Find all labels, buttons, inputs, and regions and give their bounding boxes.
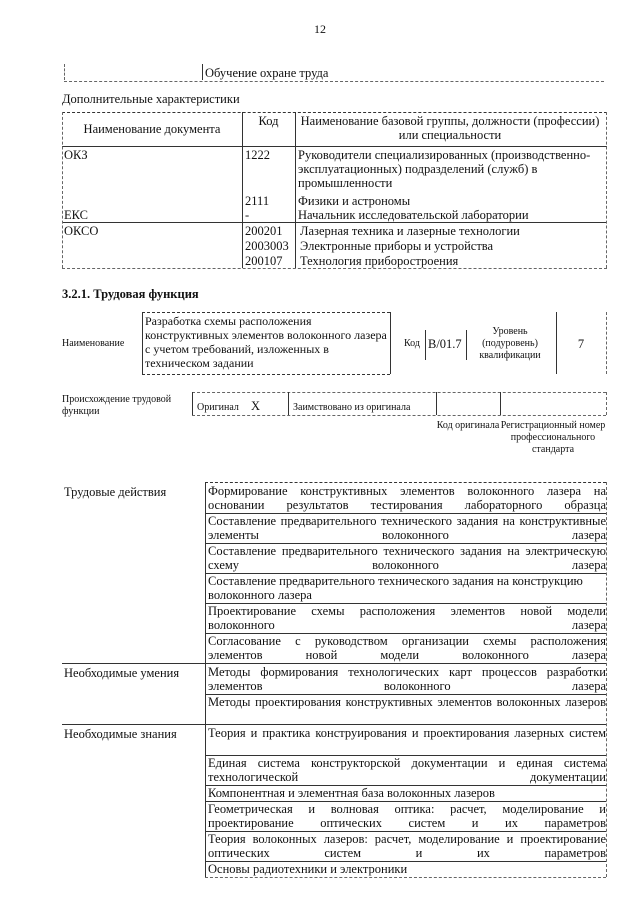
original-label: Оригинал [197, 402, 239, 413]
table-cell: ОКЗ [64, 148, 88, 162]
header-name: Наименование базовой группы, должности (профессии) или специальности [300, 114, 600, 142]
table-cell: - [245, 208, 250, 222]
header-doc: Наименование документа [83, 122, 221, 136]
list-item: Методы формирования технологических карт процессов разработки элементов волоконного лазера [208, 665, 606, 693]
skills-label: Необходимые умения [64, 666, 180, 680]
knowledge-label: Необходимые знания [64, 727, 177, 741]
function-code: B/01.7 [428, 337, 462, 351]
page-number: 12 [314, 22, 326, 36]
table-cell: Начальник исследовательской лаборатории [298, 208, 529, 222]
table-border [64, 64, 65, 80]
table-cell: 2003003 [245, 239, 289, 253]
table-cell: 1222 [245, 148, 270, 162]
list-item: Компонентная и элементная база волоконных лазеров [208, 786, 495, 800]
list-item: Геометрическая и волновая оптика: расчет, моделирование и проектирование оптических систем и их параметров [208, 802, 606, 830]
table-cell: 200201 [245, 224, 283, 238]
code-label: Код [404, 338, 420, 349]
list-item: Основы радиотехники и электроники [208, 862, 408, 876]
table-cell: ОКСО [64, 224, 99, 238]
list-item: Теория и практика конструирования и проектирования лазерных систем [208, 726, 606, 740]
table-cell: 2111 [245, 194, 270, 208]
table-cell: 200107 [245, 254, 283, 268]
code-caption: Код оригинала [436, 420, 500, 431]
table-cell: Лазерная техника и лазерные технологии [300, 224, 520, 238]
original-mark: X [251, 399, 261, 413]
list-item: Единая система конструкторской документации и единая система технологической документации [208, 756, 606, 784]
function-name: Разработка схемы расположения конструктивных элементов волоконного лазера с учетом требований, изложенных в техническом задании [145, 314, 387, 370]
header-code: Код [258, 114, 279, 128]
list-item: Составление предварительного технического задания на конструктивные элементы волоконного лазера [208, 514, 606, 542]
list-item: Согласование с руководством организации схемы расположения элементов новой модели волоконного лазера [208, 634, 606, 662]
table-cell: Физики и астрономы [298, 194, 411, 208]
list-item: Составление предварительного технического задания на электрическую схему волоконного лазера [208, 544, 606, 572]
table-cell: Технология приборостроения [300, 254, 459, 268]
list-item: Составление предварительного технического задания на конструкцию волоконного лазера [208, 574, 583, 602]
origin-label: Происхождение трудовой функции [62, 394, 172, 417]
top-row-text: Обучение охране труда [205, 66, 329, 80]
list-item: Формирование конструктивных элементов волоконного лазера на основании результатов тестирования лабораторного образца [208, 484, 606, 512]
level-value: 7 [577, 337, 585, 351]
reg-caption: Регистрационный номер профессионального стандарта [500, 420, 606, 455]
list-item: Методы проектирования конструктивных элементов волоконных лазеров [208, 695, 606, 709]
table-cell: Электронные приборы и устройства [300, 239, 494, 253]
list-item: Проектирование схемы расположения элементов новой модели волоконного лазера [208, 604, 606, 632]
level-label: Уровень (подуровень) квалификации [479, 326, 541, 361]
table-cell: Руководители специализированных (производственно-эксплуатационных) подразделений (служб) в промышленности [298, 148, 591, 190]
labor-actions-label: Трудовые действия [64, 485, 167, 499]
name-label: Наименование [62, 338, 125, 349]
list-item: Теория волоконных лазеров: расчет, моделирование и проектирование оптических систем и их параметров [208, 832, 606, 860]
table-border [64, 81, 604, 82]
additional-title: Дополнительные характеристики [62, 92, 240, 106]
section-title: 3.2.1. Трудовая функция [62, 287, 199, 301]
borrowed-label: Заимствовано из оригинала [293, 402, 411, 413]
table-cell: ЕКС [64, 208, 88, 222]
table-border [202, 64, 203, 80]
